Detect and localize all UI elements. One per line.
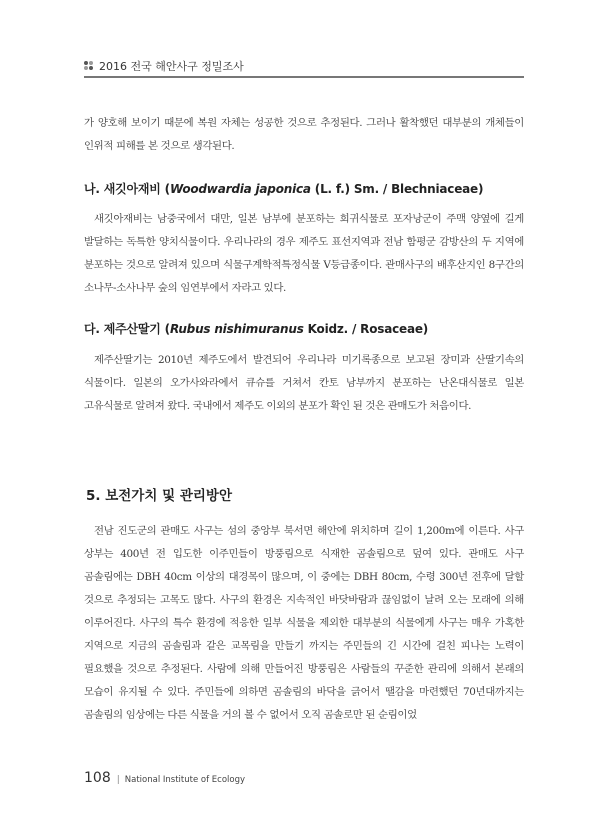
- species-heading-rubus: [84, 320, 544, 337]
- species-heading-prefix: 다. 제주산딸기 (: [84, 322, 170, 336]
- header-rule: [84, 76, 524, 78]
- section-paragraph: 전남 진도군의 관매도 사구는 섬의 중앙부 북서면 해안에 위치하며 길이 1,200m에 이른다. 사구 상부는 400년 전 입도한 이주민들이 방풍림으로 식재한 곰솔림으로 덮여 있다. 관매도 사구 곰솔림에는 DBH 40cm 이상의 대경목이 많으며, 이 중에는 DBH 80cm, 수령 300년 전후에 달할 것으로 추정되는 고목도 많다. 사구의 환경은 지속적인 바닷바람과 끊임없이 날려 오는 모래에 의해 이루어진다. 사구의 특수 환경에 적응한 일부 식물을 제외한 대부분의 식물에게 사구는 매우 가혹한 지역으로 지금의 곰솔림과 같은 교목림을 만들기 까지는 주민들의 긴 시간에 걸친 피나는 노력이 필요했을 것으로 추정된다. 사람에 의해 만들어진 방풍림은 사람들의 꾸준한 관리에 의해서 본래의 모습이 유지될 수 있다. 주민들에 의하면 곰솔림의 바닥을 긁어서 땔감을 마련했던 70년대까지는 곰솔림의 임상에는 다른 식물을 거의 볼 수 없어서 오직 곰솔로만 된 순림이었: [84, 525, 524, 721]
- species-heading-authority: Koidz. / Rosaceae): [303, 322, 429, 336]
- dots-icon: [84, 61, 94, 71]
- header-title: 2016 전국 해안사구 정밀조사: [99, 60, 244, 73]
- species-heading-woodwardia: [84, 180, 544, 197]
- footer-publisher: National Institute of Ecology: [124, 775, 246, 785]
- species-scientific-name: Rubus nishimuranus: [169, 322, 304, 336]
- page-number: 108: [84, 770, 111, 786]
- intro-paragraph: 가 양호해 보이기 때문에 복원 자체는 성공한 것으로 추정된다. 그러나 활착했던 대부분의 개체들이 인위적 피해를 본 것으로 생각된다.: [84, 117, 524, 152]
- running-header: [84, 58, 524, 74]
- section-heading: 5. 보전가치 및 관리방안: [86, 488, 232, 504]
- species-scientific-name: Woodwardia japonica: [169, 182, 311, 196]
- page-footer: [84, 770, 245, 786]
- species-paragraph-rubus: 제주산딸기는 2010년 제주도에서 발견되어 우리나라 미기록종으로 보고된 장미과 산딸기속의 식물이다. 일본의 오가사와라에서 큐슈를 거쳐서 칸토 남부까지 분포하는 난온대식물로 일본 고유식물로 알려져 왔다. 국내에서 제주도 이외의 분포가 확인 된 것은 관매도가 처음이다.: [84, 354, 524, 412]
- footer-separator: |: [116, 775, 120, 785]
- species-paragraph-woodwardia: 새깃아재비는 남중국에서 대만, 일본 남부에 분포하는 희귀식물로 포자낭군이 주맥 양옆에 길게 발달하는 독특한 양치식물이다. 우리나라의 경우 제주도 표선지역과 전남 함평군 감방산의 두 지역에 분포하는 것으로 알려져 있으며 식물구계학적특정식물 V등급종이다. 관매사구의 배후산지인 8구간의 소나무-소사나무 숲의 임연부에서 자라고 있다.: [84, 213, 524, 294]
- species-heading-prefix: 나. 새깃아재비 (: [84, 182, 170, 196]
- species-heading-authority: (L. f.) Sm. / Blechniaceae): [310, 182, 484, 196]
